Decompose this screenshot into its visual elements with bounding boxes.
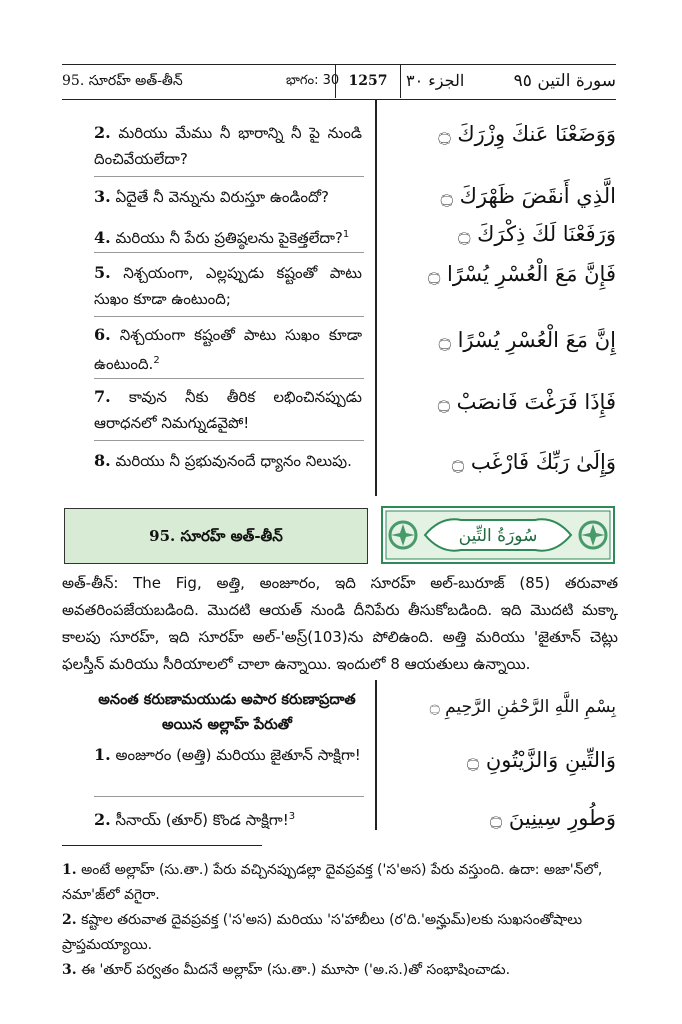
- verse-arabic: وَإِلَىٰ رَبِّكَ فَارْغَب ۝: [451, 450, 616, 474]
- header-surah-telugu: 95. సూరహ్ అత్-తీన్: [62, 73, 183, 89]
- surah-introduction: అత్-తీన్: The Fig, అత్తి, అంజూరం, ఇది సూరహ్ అల్-బురూజ్ (85) తరువాత అవతరింపజేయబడింది. మొదటి ఆయత్ నుండి దీనిపేరు తీసుకోబడింది. ఇది మొదటి మక్కా కాలపు సూరహ్, ఇది సూరహ్ అల్-'అస్ర్(103)ను పోలిఉంది. అత్తి మరియు 'జైతూన్ చెట్లు ఫలస్తీన్ మరియు సీరియాలలో చాలా ఉన్నాయి. ఇందులో 8 ఆయతులు ఉన్నాయి.: [62, 574, 618, 673]
- verse-translation: 1. అంజూరం (అత్తి) మరియు జైతూన్ సాక్షిగా!: [94, 745, 361, 764]
- verse-arabic: فَإِذَا فَرَغْتَ فَانصَبْ ۝: [437, 390, 616, 414]
- separator: [94, 252, 364, 253]
- verse-arabic: وَوَضَعْنَا عَنكَ وِزْرَكَ ۝: [438, 122, 616, 146]
- bismillah-telugu: అనంత కరుణామయుడు అపార కరుణాప్రదాత అయిన అల్లాహ్ పేరుతో: [98, 692, 356, 733]
- verse-translation: 4. మరియు నీ పేరు ప్రతిష్ఠలను పైకెత్తలేదా?$^1$: [94, 228, 350, 247]
- page-header: [62, 64, 616, 100]
- separator: [94, 378, 364, 379]
- verse-translation: 5. నిశ్చయంగా, ఎల్లప్పుడు కష్టంతో పాటు సుఖం కూడా ఉంటుంది;: [94, 263, 362, 308]
- verse-arabic: إِنَّ مَعَ الْعُسْرِ يُسْرًا ۝: [438, 328, 616, 352]
- header-part: భాగం: 30: [286, 73, 340, 88]
- footnote: 1. అంటే అల్లాహ్ (సు.తా.) పేరు వచ్చినప్పుడల్లా దైవప్రవక్త ('స'అస) పేరు వస్తుంది. ఉదా: అజా'న్‌లో, నమా'జ్‌లో వగైరా.: [62, 862, 603, 903]
- header-surah-arabic: سورة التين ٩٥: [513, 71, 616, 91]
- bismillah-arabic: بِسْمِ اللَّهِ الرَّحْمَٰنِ الرَّحِيمِ ۝: [429, 697, 616, 717]
- footnote: 3. ఈ 'తూర్ పర్వతం మీదనే అల్లాహ్ (సు.తా.) మూసా ('అ.స.)తో సంభాషించాడు.: [62, 962, 511, 978]
- surah-ornament: [381, 506, 615, 564]
- verse-translation: 2. సీనాయ్ (తూర్) కొండ సాక్షిగా!$^3$: [94, 810, 296, 829]
- separator: [94, 440, 364, 441]
- verse-arabic: وَالتِّينِ وَالزَّيْتُونِ ۝: [466, 748, 616, 772]
- footnote-rule: [62, 845, 262, 846]
- separator: [94, 316, 364, 317]
- verse-translation: 7. కావున నీకు తీరిక లభించినప్పుడు ఆరాధనలో నిమగ్నుడవైపో!: [94, 387, 362, 432]
- surah-title-arabic: سُورَةُ التِّين: [458, 526, 538, 546]
- verse-translation: 2. మరియు మేము నీ భారాన్ని నీ పై నుండి దించివేయలేదా?: [94, 123, 362, 168]
- footnote: 2. కష్టాల తరువాత దైవప్రవక్త ('స'అస) మరియు 'స'హాబీలు (ర'ది.'అన్హుమ్)లకు సుఖసంతోషాలు ప్రాప్తమయ్యాయి.: [62, 912, 583, 953]
- verse-arabic: الَّذِي أَنقَضَ ظَهْرَكَ ۝: [440, 184, 616, 208]
- separator: [94, 796, 364, 797]
- verse-translation: 3. ఏదైతే నీ వెన్నును విరుస్తూ ఉండిందో?: [94, 187, 330, 206]
- column-divider: [375, 680, 377, 830]
- verse-translation: 8. మరియు నీ ప్రభువునందే ధ్యానం నిలుపు.: [94, 451, 352, 470]
- verse-translation: 6. నిశ్చయంగా కష్టంతో పాటు సుఖం కూడా ఉంటుంది.$^2$: [94, 325, 362, 373]
- column-divider: [375, 100, 377, 496]
- header-juz-arabic: الجزء ٣٠: [406, 71, 465, 90]
- verse-arabic: وَرَفَعْنَا لَكَ ذِكْرَكَ ۝: [458, 222, 616, 246]
- verse-arabic: وَطُورِ سِينِينَ ۝: [489, 806, 616, 830]
- separator: [94, 176, 364, 177]
- verse-arabic: فَإِنَّ مَعَ الْعُسْرِ يُسْرًا ۝: [428, 262, 616, 286]
- surah-title-box: 95. సూరహ్ అత్-తీన్: [64, 508, 368, 564]
- page-number: 1257: [335, 64, 401, 98]
